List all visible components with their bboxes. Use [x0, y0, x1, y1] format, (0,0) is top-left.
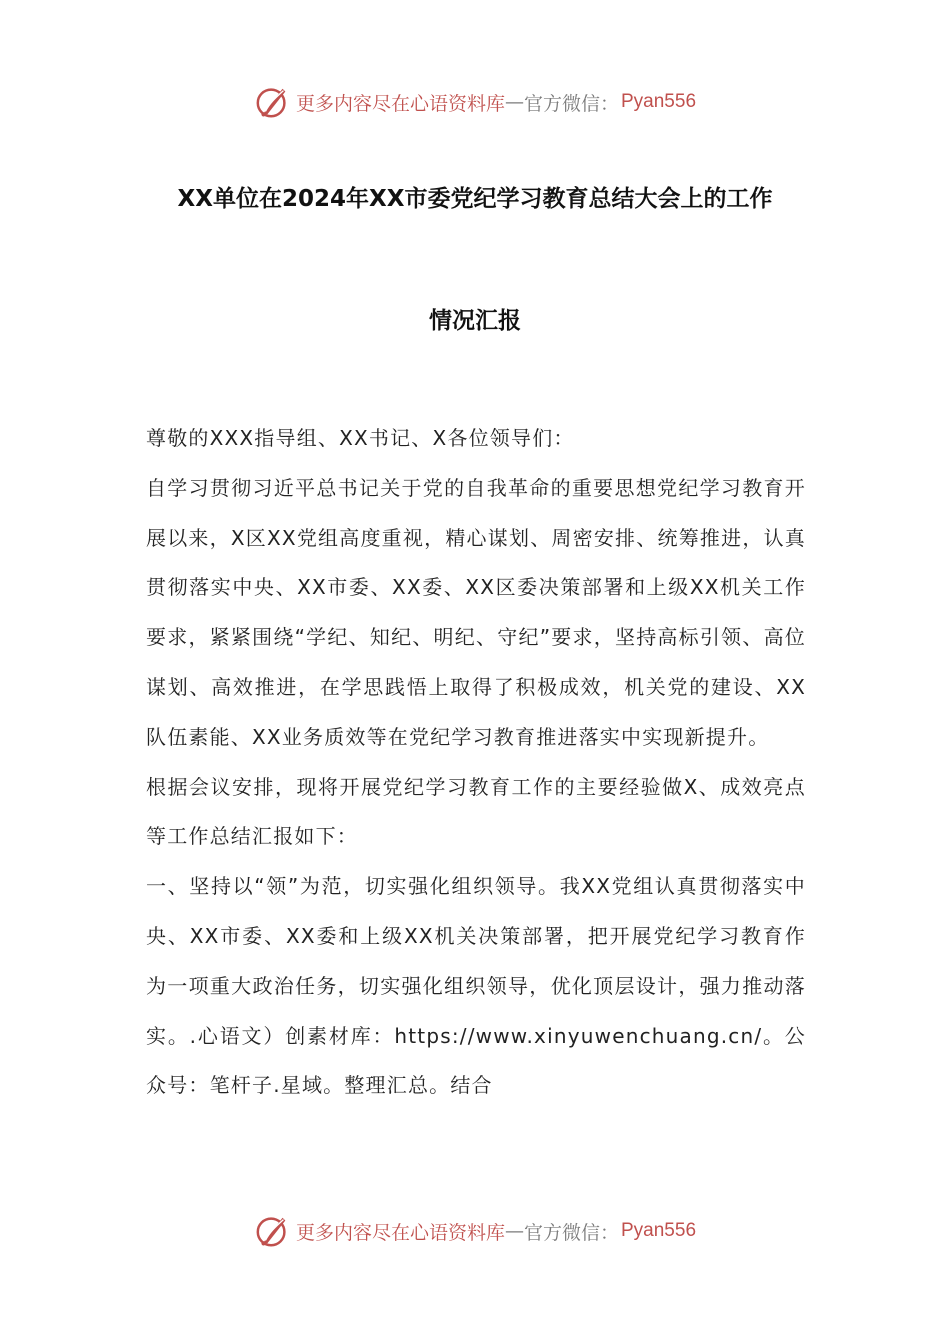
footer-watermark-banner: [0, 1211, 950, 1251]
document-title-line-1: XX单位在2024年XX市委党纪学习教育总结大会上的工作: [177, 186, 773, 212]
body-paragraph-2: 根据会议安排，现将开展党纪学习教育工作的主要经验做X、成效亮点等工作总结汇报如下：: [146, 774, 806, 849]
banner-wechat-id: Pyan556: [621, 1220, 697, 1241]
banner-wechat-id: Pyan556: [621, 91, 697, 112]
banner-lead-text: 更多内容尽在心语资料库: [295, 92, 505, 115]
document-body: [146, 414, 806, 1111]
document-title-line-2: 情况汇报: [429, 308, 521, 334]
banner-lead-text: 更多内容尽在心语资料库: [295, 1221, 505, 1244]
banner-wechat-label: 官方微信：: [523, 92, 619, 115]
quill-logo-icon: [254, 1212, 292, 1250]
header-watermark-banner: [0, 82, 950, 122]
banner-wechat-label: 官方微信：: [523, 1221, 619, 1244]
quill-logo-icon: [254, 83, 292, 121]
body-paragraph-3: 一、坚持以“领”为范，切实强化组织领导。我XX党组认真贯彻落实中央、XX市委、XX委和上级XX机关决策部署，把开展党纪学习教育作为一项重大政治任务，切实强化组织领导，优化顶层设计，强力推动落实。.心语文）创素材库：https://www.xinyuwenchuang.cn/。公众号：笔杆子.星域。整理汇总。结合: [146, 874, 806, 1098]
banner-separator: —: [504, 91, 524, 113]
banner-separator: —: [504, 1220, 524, 1242]
body-paragraph-1: 自学习贯彻习近平总书记关于党的自我革命的重要思想党纪学习教育开展以来，X区XX党组高度重视，精心谋划、周密安排、统筹推进，认真贯彻落实中央、XX市委、XX委、XX区委决策部署和上级XX机关工作要求，紧紧围绕“学纪、知纪、明纪、守纪”要求，坚持高标引领、高位谋划、高效推进，在学思践悟上取得了积极成效，机关党的建设、XX队伍素能、XX业务质效等在党纪学习教育推进落实中实现新提升。: [146, 475, 806, 749]
salutation: 尊敬的XXX指导组、XX书记、X各位领导们：: [146, 426, 575, 450]
